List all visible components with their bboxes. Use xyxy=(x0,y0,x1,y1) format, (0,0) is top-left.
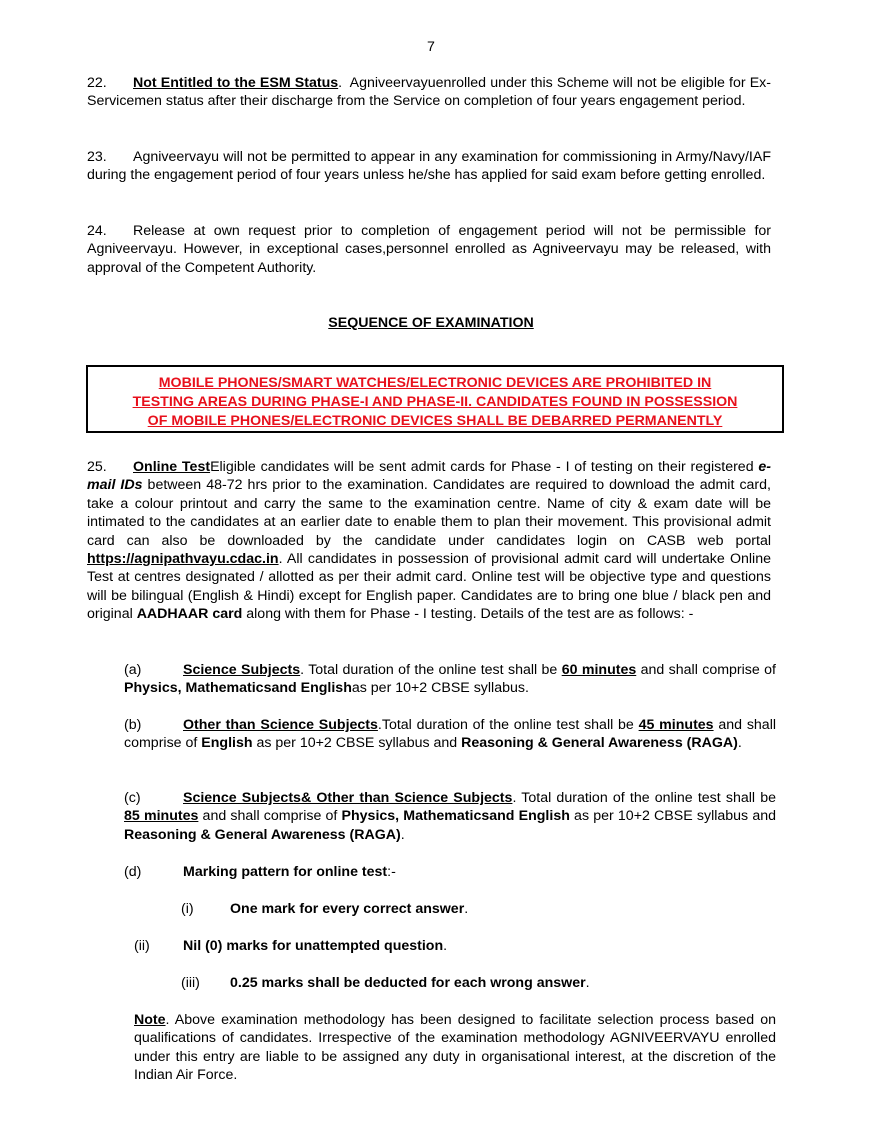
marking-item xyxy=(134,937,694,955)
paragraph-text: Release at own request prior to completion of engagement period will not be permissible for Agniveervayu. However, in exceptional cases,personnel enrolled as Agniveervayu may be released, with approval of the Competent Authority. xyxy=(87,223,771,276)
paragraph-heading: Not Entitled to the ESM Status xyxy=(133,75,339,91)
sub-text: and shall comprise of xyxy=(198,808,342,825)
sub-text: .Total duration of the online test shall be xyxy=(377,717,639,733)
sub-text: . xyxy=(737,735,742,752)
sub-text: . Total duration of the online test shall be xyxy=(300,662,562,678)
page-number: 7 xyxy=(427,39,435,55)
paragraph-heading: Online Test xyxy=(133,459,211,475)
sub-paragraph-d xyxy=(124,863,776,881)
subjects: Physics, Mathematicsand English xyxy=(124,680,352,697)
section-title: SEQUENCE OF EXAMINATION xyxy=(328,315,534,331)
sub-label: (a) xyxy=(124,662,142,678)
item-label: (ii) xyxy=(134,938,150,954)
sub-text: and shall comprise of xyxy=(636,662,776,678)
paragraph-22 xyxy=(87,74,771,111)
paragraph-24 xyxy=(87,222,771,277)
sub-text: and shall comprise of xyxy=(124,717,776,752)
subjects: English xyxy=(201,735,253,752)
raga: Reasoning & General Awareness (RAGA) xyxy=(461,735,738,752)
paragraph-number: 25. xyxy=(87,459,107,475)
subjects: Physics, Mathematicsand English xyxy=(341,808,570,825)
casb-portal-link[interactable]: https://agnipathvayu.cdac.in xyxy=(87,551,279,568)
sub-heading: Other than Science Subjects xyxy=(183,717,378,733)
sub-text: :- xyxy=(387,864,396,880)
notice-line: MOBILE PHONES/SMART WATCHES/ELECTRONIC DEVICES ARE PROHIBITED IN xyxy=(158,375,712,391)
sub-paragraph-a xyxy=(124,661,776,698)
notice-line: OF MOBILE PHONES/ELECTRONIC DEVICES SHALL BE DEBARRED PERMANENTLY xyxy=(147,413,723,429)
prohibition-notice xyxy=(86,365,784,433)
note-text: . Above examination methodology has been designed to facilitate selection process based on qualifications of candidates. Irrespective of the examination methodology AGNIVEERVAYU enrolled under this entry are liable to be assigned any duty in organisational interest, at the discretion of the Indian Air Force. xyxy=(134,1012,776,1084)
paragraph-25 xyxy=(87,458,771,624)
paragraph-text: Agniveervayu will not be permitted to appear in any examination for commissioning in Army/Navy/IAF during the engagement period of four years unless he/she has applied for said exam before getting enrolled. xyxy=(87,149,771,184)
marking-item xyxy=(181,974,741,992)
raga: Reasoning & General Awareness (RAGA) xyxy=(124,826,401,843)
notice-line: TESTING AREAS DURING PHASE-I AND PHASE-II. CANDIDATES FOUND IN POSSESSION xyxy=(132,394,738,410)
punctuation: . xyxy=(585,975,590,991)
sub-label: (b) xyxy=(124,717,142,733)
duration: 60 minutes xyxy=(561,662,637,678)
item-text: One mark for every correct answer xyxy=(230,901,465,917)
paragraph-text: Agniveervayuenrolled under this Scheme will not be eligible for Ex-Servicemen status after their discharge from the Service on completion of four years engagement period. xyxy=(87,75,771,110)
paragraph-number: 23. xyxy=(87,149,107,165)
paragraph-23 xyxy=(87,148,771,185)
marking-item xyxy=(181,900,741,918)
sub-label: (d) xyxy=(124,864,142,880)
paragraph-number: 22. xyxy=(87,75,107,91)
sub-heading: Science Subjects xyxy=(183,662,301,678)
punctuation: . xyxy=(338,75,343,91)
sub-paragraph-b xyxy=(124,716,776,753)
email-ids: e-mail IDs xyxy=(87,459,772,494)
punctuation: . xyxy=(443,938,448,954)
sub-paragraph-c xyxy=(124,789,776,844)
paragraph-number: 24. xyxy=(87,223,107,239)
duration: 85 minutes xyxy=(124,808,199,825)
paragraph-text: Eligible candidates will be sent admit cards for Phase - I of testing on their registered xyxy=(210,459,759,475)
item-text: Nil (0) marks for unattempted question xyxy=(183,938,444,954)
note xyxy=(134,1011,776,1085)
sub-text: as per 10+2 CBSE syllabus and xyxy=(569,808,776,825)
sub-label: (c) xyxy=(124,790,141,806)
duration: 45 minutes xyxy=(638,717,714,733)
aadhaar-card: AADHAAR card xyxy=(136,606,243,623)
sub-heading: Marking pattern for online test xyxy=(183,864,388,880)
punctuation: . xyxy=(464,901,469,917)
note-label: Note xyxy=(134,1012,166,1028)
item-label: (iii) xyxy=(181,975,200,991)
sub-text: as per 10+2 CBSE syllabus and xyxy=(252,735,462,752)
sub-text: . xyxy=(400,826,405,843)
paragraph-text: . All candidates in possession of provisional admit card will undertake Online Test at centres designated / allotted as per their admit card. Online test will be objective type and questions will be bilingual (English & Hindi) except for English paper. Candidates are to bring one blue / black pen and original xyxy=(87,551,771,623)
item-label: (i) xyxy=(181,901,194,917)
sub-heading: Science Subjects& Other than Science Subjects xyxy=(183,790,513,806)
item-text: 0.25 marks shall be deducted for each wrong answer xyxy=(230,975,586,991)
sub-text: as per 10+2 CBSE syllabus. xyxy=(351,680,529,697)
paragraph-text: along with them for Phase - I testing. Details of the test are as follows: - xyxy=(242,606,694,623)
paragraph-text: between 48-72 hrs prior to the examination. Candidates are required to download the admit card, take a colour printout and carry the same to the examination centre. Name of city & exam date will be intimated to the candidates at an earlier date to enable them to plan their movement. This provisional admit card can also be downloaded by the candidate under candidates login on CASB web portal xyxy=(87,477,771,549)
sub-text: . Total duration of the online test shall be xyxy=(512,790,776,806)
